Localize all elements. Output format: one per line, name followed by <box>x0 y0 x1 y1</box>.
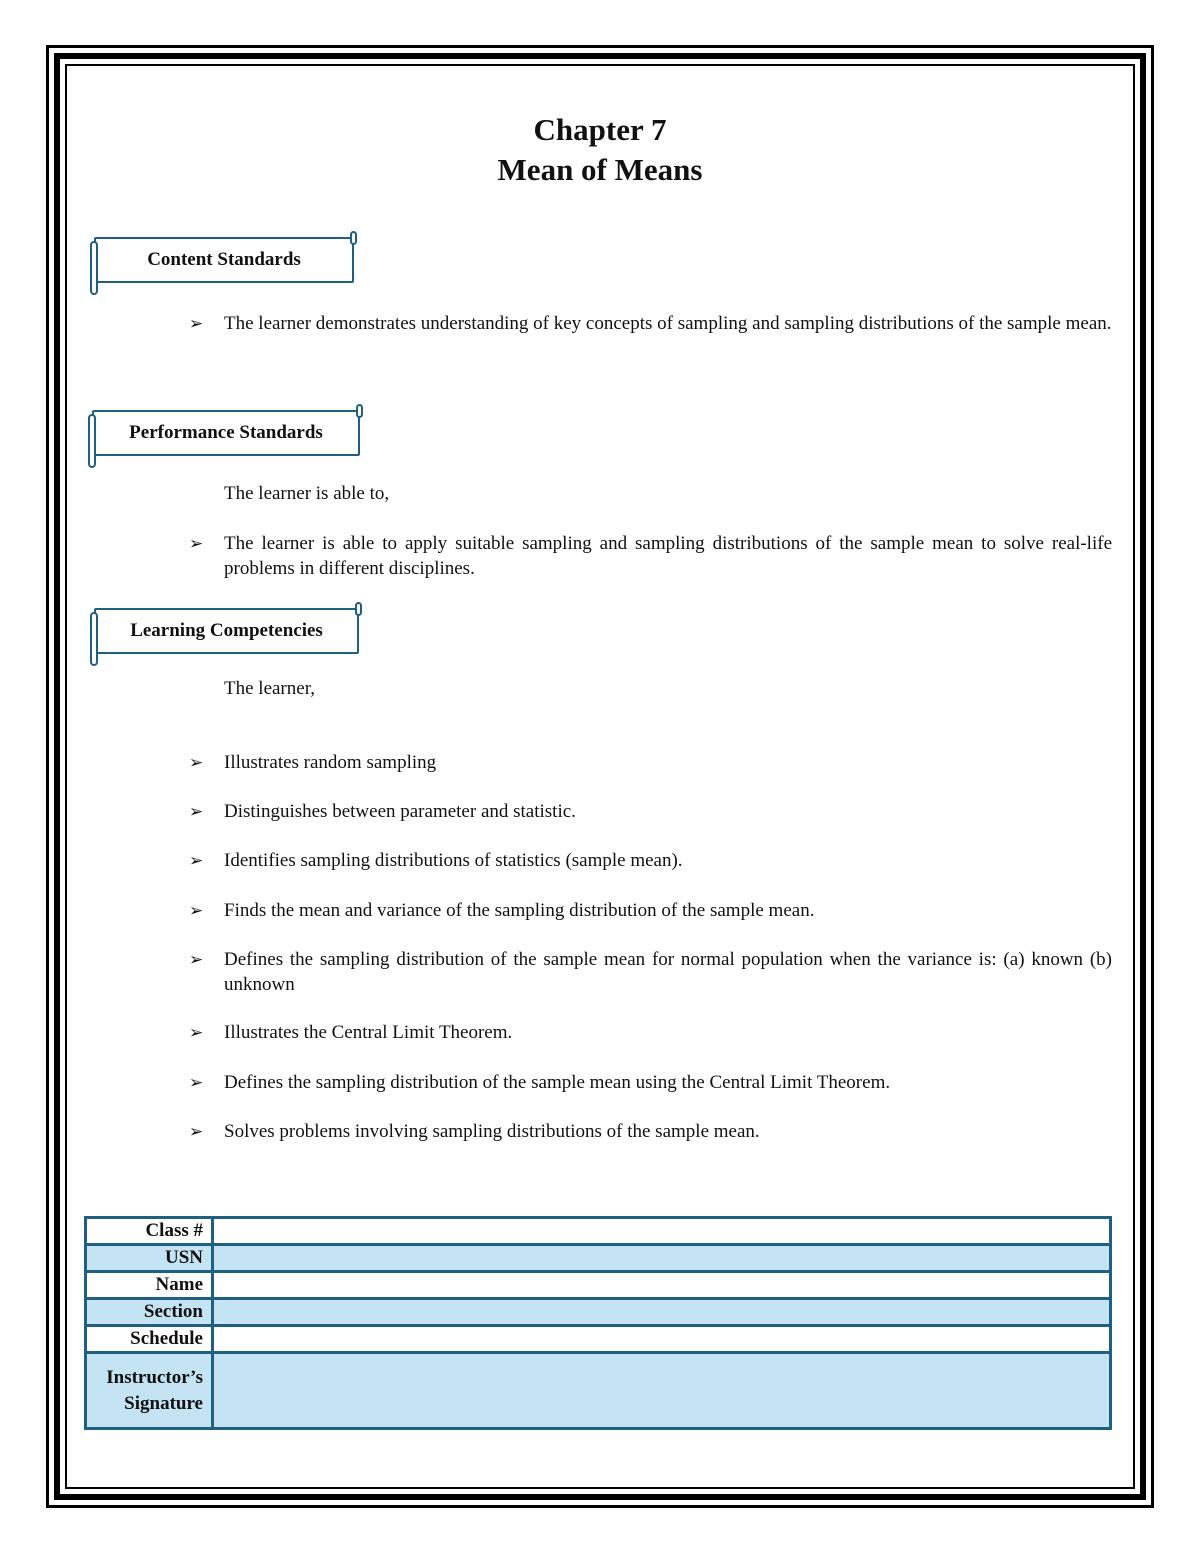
competency-item: Finds the mean and variance of the sampling distribution of the sample mean. <box>224 900 815 921</box>
table-row <box>86 1299 1111 1326</box>
competencies-intro: The learner, <box>224 678 316 699</box>
section-label: Section <box>86 1299 213 1326</box>
bullet-arrow-icon: ➢ <box>189 802 204 821</box>
table-row <box>86 1272 1111 1299</box>
section-field[interactable] <box>213 1299 1111 1326</box>
content-standards-banner <box>94 237 354 283</box>
signature-label-line1: Instructor’s <box>106 1366 203 1388</box>
performance-standards-banner <box>92 410 360 456</box>
performance-standard-item: The learner is able to apply suitable sampling and sampling distributions of the sample mean to solve real-life problems in different disciplines. <box>224 533 1112 579</box>
bullet-arrow-icon: ➢ <box>189 901 204 920</box>
scroll-curl-left <box>90 241 98 295</box>
bullet-arrow-icon: ➢ <box>189 1122 204 1141</box>
name-label: Name <box>86 1272 213 1299</box>
bullet-arrow-icon: ➢ <box>189 1073 204 1092</box>
bullet-arrow-icon: ➢ <box>189 534 204 553</box>
table-row <box>86 1353 1111 1429</box>
name-field[interactable] <box>213 1272 1111 1299</box>
signature-field[interactable] <box>213 1353 1111 1429</box>
competency-item: Defines the sampling distribution of the sample mean using the Central Limit Theorem. <box>224 1072 891 1093</box>
competency-item: Illustrates random sampling <box>224 752 437 773</box>
performance-intro: The learner is able to, <box>224 483 390 504</box>
content-standards-label: Content Standards <box>147 249 301 270</box>
schedule-field[interactable] <box>213 1326 1111 1353</box>
scroll-curl-right <box>356 404 363 418</box>
chapter-number: Chapter 7 <box>533 112 667 147</box>
chapter-title: Mean of Means <box>497 152 703 187</box>
scroll-curl-left <box>88 414 96 468</box>
signature-label-line2: Signature <box>124 1392 203 1414</box>
schedule-label: Schedule <box>86 1326 213 1353</box>
table-row <box>86 1245 1111 1272</box>
class-field[interactable] <box>213 1218 1111 1245</box>
scroll-curl-left <box>90 612 98 666</box>
scroll-curl-right <box>350 231 357 245</box>
scroll-curl-right <box>355 602 362 616</box>
class-label: Class # <box>86 1218 213 1245</box>
bullet-arrow-icon: ➢ <box>189 851 204 870</box>
bullet-arrow-icon: ➢ <box>189 314 204 333</box>
competency-item: Illustrates the Central Limit Theorem. <box>224 1022 513 1043</box>
learning-competencies-label: Learning Competencies <box>130 620 323 641</box>
competency-item: Identifies sampling distributions of statistics (sample mean). <box>224 850 683 871</box>
content-standard-item: The learner demonstrates understanding of key concepts of sampling and sampling distributions of the sample mean. <box>224 313 1112 334</box>
page-title <box>0 110 1200 190</box>
performance-standards-label: Performance Standards <box>129 422 323 443</box>
student-info-table <box>84 1216 1112 1430</box>
usn-field[interactable] <box>213 1245 1111 1272</box>
usn-label: USN <box>86 1245 213 1272</box>
bullet-arrow-icon: ➢ <box>189 950 204 969</box>
table-row <box>86 1326 1111 1353</box>
competency-item: Solves problems involving sampling distributions of the sample mean. <box>224 1121 760 1142</box>
signature-label <box>86 1353 213 1429</box>
competency-item: Distinguishes between parameter and statistic. <box>224 801 576 822</box>
bullet-arrow-icon: ➢ <box>189 1023 204 1042</box>
competency-item: Defines the sampling distribution of the sample mean for normal population when the variance is: (a) known (b) unknown <box>224 949 1112 995</box>
bullet-arrow-icon: ➢ <box>189 753 204 772</box>
table-row <box>86 1218 1111 1245</box>
learning-competencies-banner <box>94 608 359 654</box>
